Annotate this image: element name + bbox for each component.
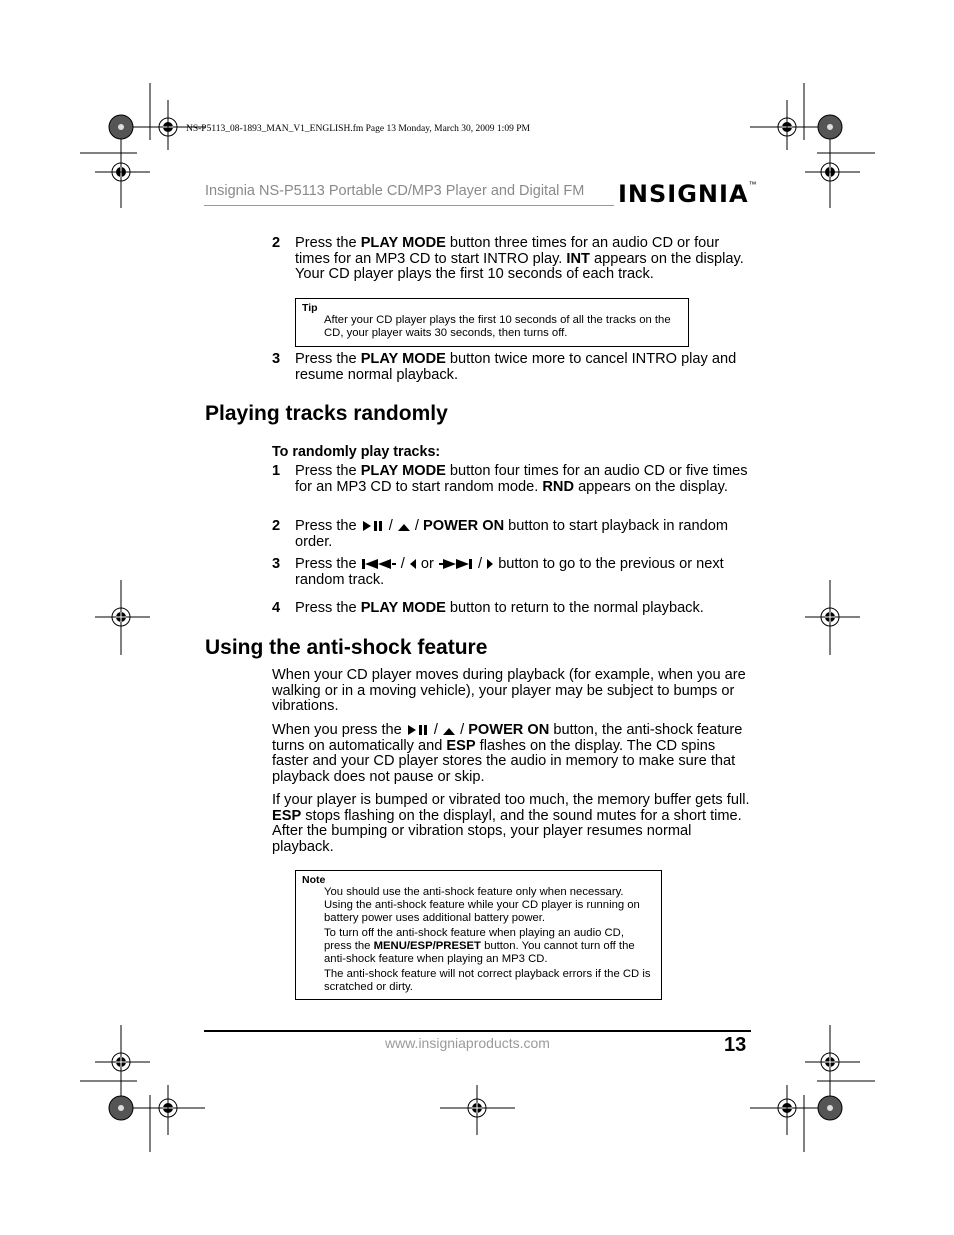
procedure-subheading: To randomly play tracks: xyxy=(272,444,441,460)
power-eject-icon xyxy=(397,522,411,532)
power-eject-icon xyxy=(442,726,456,736)
brand-wordmark: INSIGNIA xyxy=(618,180,749,208)
note-item-2: To turn off the anti-shock feature when playing an audio CD, press the MENU/ESP/PRESET button. You cannot turn off the anti-shock feature when playing an MP3 CD. xyxy=(324,927,635,965)
step-text: Press the PLAY MODE button twice more to cancel INTRO play and resume normal playback. xyxy=(295,351,737,383)
note-content xyxy=(324,886,653,996)
previous-track-icon xyxy=(361,558,397,570)
step-number: 3 xyxy=(272,556,281,572)
step-number: 2 xyxy=(272,518,281,534)
step-text: Press the PLAY MODE button three times for an audio CD or four times for an MP3 CD to start INTRO play. INT appears on the display. Your CD player plays the first 10 seconds of each track. xyxy=(295,235,744,283)
footer-rule xyxy=(204,1030,751,1032)
section-heading-antishock: Using the anti-shock feature xyxy=(205,636,488,659)
intro-step-3 xyxy=(272,352,750,383)
section-heading-random: Playing tracks randomly xyxy=(205,402,448,425)
next-track-icon xyxy=(438,558,474,570)
printer-slug-line: NS-P5113_08-1893_MAN_V1_ENGLISH.fm Page 13 Monday, March 30, 2009 1:09 PM xyxy=(186,124,530,134)
step-number: 1 xyxy=(272,463,281,479)
intro-step-2 xyxy=(272,236,750,283)
random-step-3 xyxy=(272,557,750,588)
random-step-1 xyxy=(272,464,750,495)
step-text: Press the PLAY MODE button to return to the normal playback. xyxy=(295,600,704,616)
right-arrow-icon xyxy=(486,558,494,570)
tip-label: Tip xyxy=(302,302,318,314)
tip-text: After your CD player plays the first 10 seconds of all the tracks on the CD, your player waits 30 seconds, then turns off. xyxy=(324,314,671,339)
random-step-4 xyxy=(272,601,750,617)
step-number: 4 xyxy=(272,600,281,616)
insignia-logo xyxy=(618,180,757,210)
step-number: 3 xyxy=(272,351,281,367)
trademark-symbol: ™ xyxy=(748,180,757,189)
note-box xyxy=(295,870,662,1000)
antishock-paragraph-1: When your CD player moves during playback (for example, when you are walking or in a moving vehicle), your player may be subject to bumps or vibrations. xyxy=(272,667,746,715)
antishock-paragraph-3: If your player is bumped or vibrated too much, the memory buffer gets full. ESP stops flashing on the displayl, and the sound mutes for a short time. After the bumping or vibration stops, your player resumes normal playback. xyxy=(272,792,750,856)
tip-box xyxy=(295,298,689,347)
page-number: 13 xyxy=(724,1034,747,1056)
note-label: Note xyxy=(302,874,326,886)
play-pause-icon xyxy=(406,724,430,736)
left-arrow-icon xyxy=(409,558,417,570)
play-pause-icon xyxy=(361,520,385,532)
step-text: Press the PLAY MODE button four times for an audio CD or five times for an MP3 CD to start random mode. RND appears on the display. xyxy=(295,463,748,495)
footer-url: www.insigniaproducts.com xyxy=(385,1035,550,1051)
header-rule xyxy=(204,205,614,206)
note-item-1: You should use the anti-shock feature only when necessary. Using the anti-shock feature while your CD player is running on battery power uses additional battery power. xyxy=(324,886,640,924)
note-item-3: The anti-shock feature will not correct playback errors if the CD is scratched or dirty. xyxy=(324,968,651,993)
step-text: Press the / / POWER ON button to start playback in random order. xyxy=(295,518,729,550)
antishock-paragraph-2: When you press the / / POWER ON button, the anti-shock feature turns on automatically and ESP flashes on the display. The CD spins faster and your CD player stores the audio in memory to make sure that playback does not pause or skip. xyxy=(272,722,743,786)
running-header-title: Insignia NS-P5113 Portable CD/MP3 Player and Digital FM xyxy=(205,183,585,199)
step-number: 2 xyxy=(272,235,281,251)
step-text: Press the / or / button to go to the previous or next random track. xyxy=(295,556,724,588)
random-step-2 xyxy=(272,519,750,550)
